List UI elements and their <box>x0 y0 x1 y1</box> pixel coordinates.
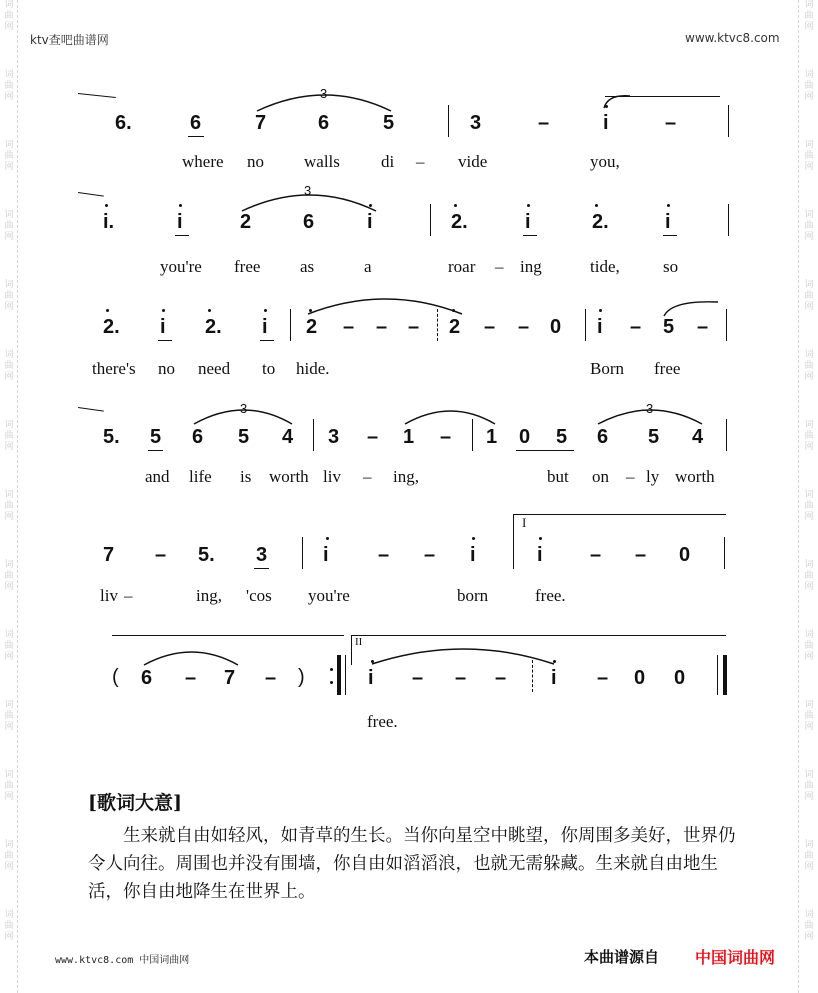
watermark-char: 曲 <box>4 921 14 931</box>
note: i <box>367 211 373 233</box>
watermark-char: 词 <box>4 700 14 710</box>
watermark-char: 网 <box>4 512 14 522</box>
lyric: roar <box>448 257 476 276</box>
watermark-char: 网 <box>4 232 14 242</box>
lyric: 'cos <box>246 586 272 605</box>
watermark-char: 词 <box>4 140 14 150</box>
note: 1 <box>486 426 498 448</box>
header-right[interactable]: www.ktvc8.com <box>685 31 780 45</box>
note: 5 <box>648 426 660 448</box>
lyric: but <box>547 467 569 486</box>
note: – <box>495 667 507 689</box>
note: i <box>597 316 603 338</box>
lyric: worth <box>269 467 309 486</box>
watermark-char: 网 <box>804 652 814 662</box>
watermark-char: 曲 <box>804 711 814 721</box>
watermark-char: 曲 <box>4 361 14 371</box>
watermark-char: 曲 <box>4 501 14 511</box>
lyric: liv <box>100 586 118 605</box>
triplet-mark: 3 <box>320 86 328 101</box>
lyric: to <box>262 359 276 378</box>
note: 0 <box>550 316 562 338</box>
watermark-char: 曲 <box>804 851 814 861</box>
note: i. <box>103 211 115 233</box>
note: i <box>323 544 329 566</box>
watermark-char: 词 <box>4 420 14 430</box>
watermark-char: 网 <box>804 722 814 732</box>
watermark-char: 词 <box>804 420 814 430</box>
triplet-mark: 3 <box>646 401 654 416</box>
note: 3 <box>470 112 482 134</box>
watermark-char: 网 <box>4 302 14 312</box>
watermark-char: 曲 <box>804 431 814 441</box>
watermark-char: 曲 <box>4 11 14 21</box>
watermark-char: 词 <box>804 140 814 150</box>
watermark-char: 网 <box>4 722 14 732</box>
note: – <box>440 426 452 448</box>
lyric: free <box>234 257 261 276</box>
watermark-char: 词 <box>804 910 814 920</box>
lyric: no <box>247 152 264 171</box>
lyric: you're <box>160 257 202 276</box>
note: – <box>484 316 496 338</box>
note: 5 <box>556 426 568 448</box>
lyric: on <box>592 467 609 486</box>
lyric: a <box>364 257 372 276</box>
watermark-char: 曲 <box>804 571 814 581</box>
note: – <box>367 426 379 448</box>
watermark-char: 词 <box>4 560 14 570</box>
note: – <box>697 316 709 338</box>
lyric: worth <box>675 467 715 486</box>
header-left: ktv查吧曲谱网 <box>30 33 109 47</box>
lyric: – <box>124 586 133 605</box>
lyric: – <box>626 467 635 486</box>
note: 6 <box>190 112 202 134</box>
watermark-char: 网 <box>804 932 814 942</box>
lyric: – <box>363 467 372 486</box>
note: – <box>597 667 609 689</box>
watermark-char: 词 <box>4 70 14 80</box>
lyric: walls <box>304 152 340 171</box>
watermark-char: 曲 <box>804 921 814 931</box>
note: 6 <box>303 211 315 233</box>
watermark-char: 网 <box>804 862 814 872</box>
watermark-char: 曲 <box>804 781 814 791</box>
watermark-char: 曲 <box>804 221 814 231</box>
watermark-char: 词 <box>4 210 14 220</box>
note: i <box>177 211 183 233</box>
lyric: where <box>182 152 224 171</box>
watermark-char: 曲 <box>4 571 14 581</box>
watermark-char: 网 <box>4 162 14 172</box>
note: 7 <box>224 667 236 689</box>
note: ) <box>298 666 305 688</box>
watermark-char: 词 <box>4 490 14 500</box>
watermark-char: 曲 <box>4 291 14 301</box>
triplet-mark: 3 <box>240 401 248 416</box>
note: – <box>343 316 355 338</box>
watermark-char: 网 <box>804 512 814 522</box>
note: 7 <box>103 544 115 566</box>
footer-brand[interactable]: 中国词曲网 <box>695 948 776 967</box>
watermark-char: 网 <box>804 162 814 172</box>
watermark-char: 词 <box>4 280 14 290</box>
watermark-char: 词 <box>804 210 814 220</box>
watermark-char: 曲 <box>804 361 814 371</box>
note: – <box>630 316 642 338</box>
watermark-char: 词 <box>4 0 14 10</box>
lyric: Born <box>590 359 624 378</box>
right-divider <box>798 0 799 993</box>
note: 1 <box>403 426 415 448</box>
note: – <box>376 316 388 338</box>
meaning-text: 生来就自由如轻风，如青草的生长。当你向星空中眺望，你周围多美好，世界仍令人向往。周围也并没有围墙，你自由如滔滔浪，也就无需躲藏。生来就自由地生活，你自由地降生在世界上。 <box>88 826 736 902</box>
lyric: ly <box>646 467 660 486</box>
note: 2. <box>592 211 609 233</box>
watermark-char: 网 <box>804 92 814 102</box>
note: 5. <box>103 426 120 448</box>
lyric: free. <box>535 586 566 605</box>
lyric: and <box>145 467 170 486</box>
lyric: free. <box>367 712 398 731</box>
note: 2. <box>451 211 468 233</box>
watermark-char: 网 <box>4 372 14 382</box>
note: 7 <box>255 112 267 134</box>
watermark-char: 曲 <box>4 851 14 861</box>
note: 2 <box>240 211 252 233</box>
note: 6 <box>597 426 609 448</box>
watermark-char: 词 <box>804 630 814 640</box>
note: i <box>368 667 374 689</box>
watermark-char: 曲 <box>4 151 14 161</box>
volta-1-label: I <box>522 515 527 530</box>
watermark-char: 曲 <box>804 81 814 91</box>
lyric: you're <box>308 586 350 605</box>
note: 4 <box>282 426 294 448</box>
watermark-char: 网 <box>804 302 814 312</box>
note: 6 <box>192 426 204 448</box>
watermark-char: 词 <box>4 350 14 360</box>
meaning-title: [歌词大意] <box>88 792 182 814</box>
note: i <box>262 316 268 338</box>
watermark-char: 曲 <box>4 221 14 231</box>
note: 2 <box>306 316 318 338</box>
watermark-char: 网 <box>4 792 14 802</box>
watermark-char: 词 <box>804 280 814 290</box>
watermark-char: 网 <box>4 652 14 662</box>
triplet-mark: 3 <box>304 183 312 198</box>
watermark-char: 网 <box>804 22 814 32</box>
watermark-char: 词 <box>804 70 814 80</box>
lyric: tide, <box>590 257 620 276</box>
watermark-char: 曲 <box>804 11 814 21</box>
lyric: hide. <box>296 359 330 378</box>
volta-2-label: II <box>355 636 363 648</box>
lyric: there's <box>92 359 136 378</box>
note: 6 <box>141 667 153 689</box>
note: 2. <box>205 316 222 338</box>
lyric: ing <box>520 257 542 276</box>
note: – <box>265 667 277 689</box>
note: – <box>155 544 167 566</box>
watermark-char: 词 <box>4 910 14 920</box>
watermark-char: 网 <box>4 92 14 102</box>
note: i <box>603 112 609 134</box>
note: 5 <box>383 112 395 134</box>
lyric: you, <box>590 152 620 171</box>
lyric: born <box>457 586 489 605</box>
watermark-char: 词 <box>4 630 14 640</box>
lyric: di <box>381 152 395 171</box>
lyric: liv <box>323 467 341 486</box>
watermark-char: 词 <box>804 840 814 850</box>
note: 3 <box>328 426 340 448</box>
right-watermark-strip <box>802 0 816 993</box>
lyric: – <box>416 152 425 171</box>
note: 5 <box>150 426 162 448</box>
watermark-char: 曲 <box>4 81 14 91</box>
watermark-char: 网 <box>4 22 14 32</box>
lyric: ing, <box>393 467 419 486</box>
lyric: need <box>198 359 231 378</box>
note: i <box>470 544 476 566</box>
watermark-char: 网 <box>4 442 14 452</box>
watermark-char: 词 <box>804 0 814 10</box>
note: i <box>160 316 166 338</box>
watermark-char: 网 <box>4 582 14 592</box>
note: – <box>538 112 550 134</box>
lyric: vide <box>458 152 488 171</box>
note: – <box>424 544 436 566</box>
note: – <box>412 667 424 689</box>
watermark-char: 曲 <box>804 151 814 161</box>
watermark-char: 网 <box>804 582 814 592</box>
lyric: no <box>158 359 175 378</box>
watermark-char: 网 <box>4 932 14 942</box>
note: 0 <box>679 544 691 566</box>
watermark-char: 曲 <box>804 501 814 511</box>
watermark-char: 词 <box>804 700 814 710</box>
lyric: free <box>654 359 681 378</box>
watermark-char: 网 <box>804 792 814 802</box>
watermark-char: 曲 <box>4 431 14 441</box>
lyric: – <box>495 257 504 276</box>
note: i <box>537 544 543 566</box>
watermark-char: 词 <box>4 840 14 850</box>
note: – <box>635 544 647 566</box>
watermark-char: 词 <box>804 560 814 570</box>
lyric: life <box>189 467 212 486</box>
watermark-char: 曲 <box>4 711 14 721</box>
watermark-char: 网 <box>4 862 14 872</box>
lyric: so <box>663 257 679 276</box>
note: i <box>551 667 557 689</box>
lyric: is <box>240 467 252 486</box>
note: – <box>665 112 677 134</box>
note: 6 <box>318 112 330 134</box>
watermark-char: 曲 <box>4 641 14 651</box>
watermark-char: 词 <box>804 490 814 500</box>
watermark-char: 词 <box>4 770 14 780</box>
note: – <box>378 544 390 566</box>
note: – <box>408 316 420 338</box>
note: – <box>185 667 197 689</box>
watermark-char: 词 <box>804 350 814 360</box>
note: – <box>590 544 602 566</box>
note: 0 <box>674 667 686 689</box>
note: 3 <box>256 544 268 566</box>
note: 5 <box>663 316 675 338</box>
note: ( <box>112 666 119 688</box>
note: i <box>525 211 531 233</box>
footer-source: 本曲谱源自 <box>584 948 660 966</box>
note: 2 <box>449 316 461 338</box>
watermark-char: 网 <box>804 442 814 452</box>
note: – <box>518 316 530 338</box>
note: 5. <box>198 544 215 566</box>
left-watermark-strip <box>2 0 16 993</box>
note: – <box>455 667 467 689</box>
note: 4 <box>692 426 704 448</box>
lyric: ing, <box>196 586 222 605</box>
left-divider <box>17 0 18 993</box>
note: 2. <box>103 316 120 338</box>
watermark-char: 网 <box>804 232 814 242</box>
watermark-char: 词 <box>804 770 814 780</box>
note: 6. <box>115 112 132 134</box>
note: 0 <box>519 426 531 448</box>
note: 0 <box>634 667 646 689</box>
watermark-char: 曲 <box>4 781 14 791</box>
lyric: as <box>300 257 315 276</box>
watermark-char: 曲 <box>804 291 814 301</box>
watermark-char: 曲 <box>804 641 814 651</box>
footer-left[interactable]: www.ktvc8.com 中国词曲网 <box>55 955 190 966</box>
note: i <box>665 211 671 233</box>
watermark-char: 网 <box>804 372 814 382</box>
note: 5 <box>238 426 250 448</box>
